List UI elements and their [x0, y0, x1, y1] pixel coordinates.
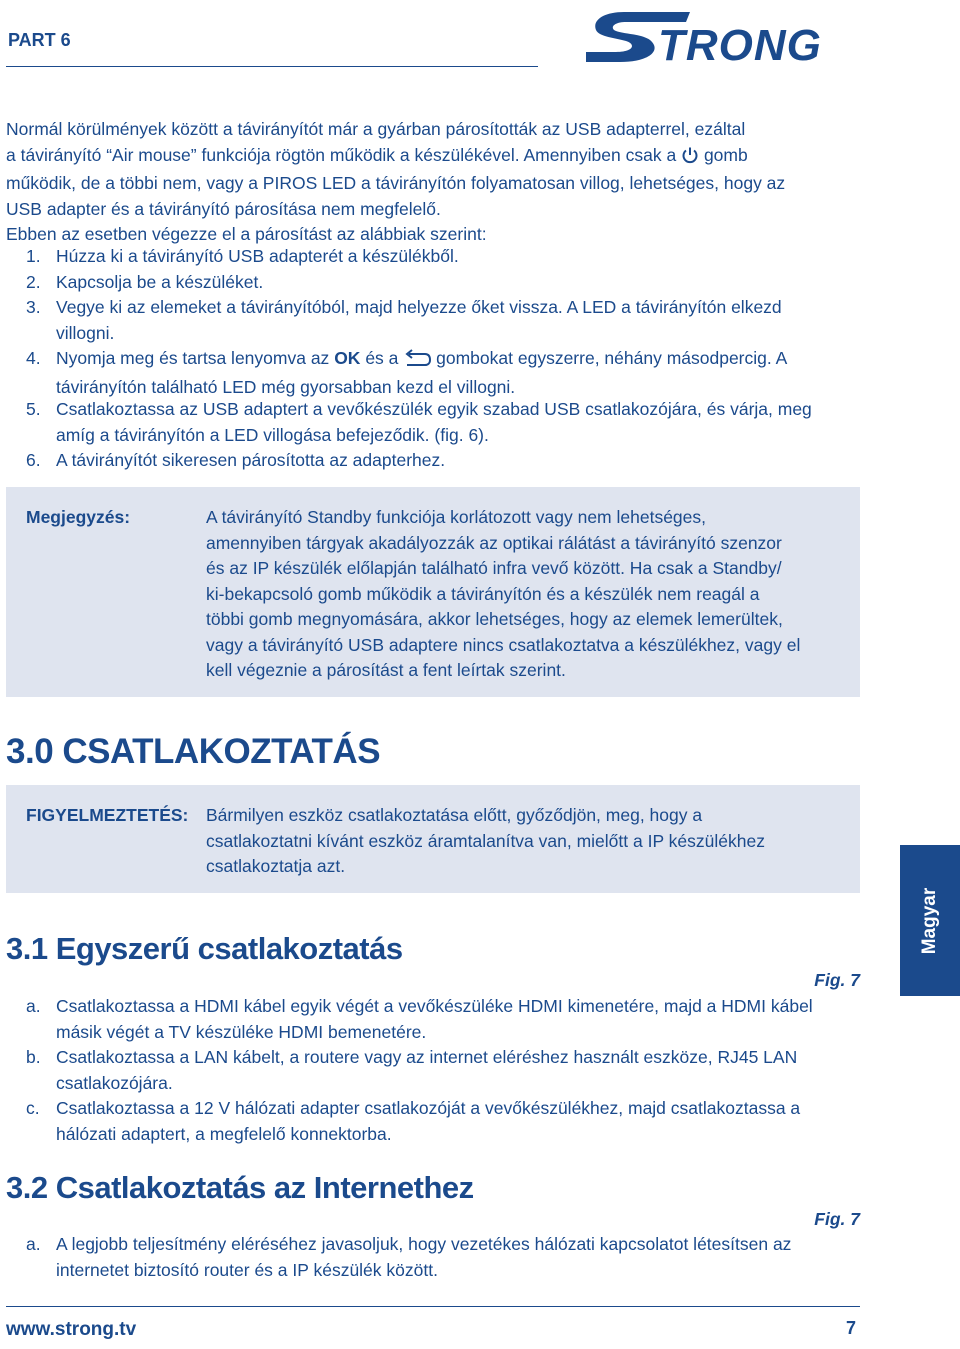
section-title: 3.0 CSATLAKOZTATÁS — [6, 732, 381, 771]
step-text: Vegye ki az elemeket a távirányítóból, majd helyezze őket vissza. A LED a távirányítón elkezd villogni. — [56, 297, 782, 343]
item-letter: c. — [26, 1098, 40, 1118]
step-number: 1. — [26, 246, 41, 266]
intro-line: Normál körülmények között a távirányítót már a gyárban párosították az USB adapterrel, ezáltal — [6, 119, 746, 139]
warning-label: FIGYELMEZTETÉS: — [26, 805, 189, 825]
steps-list — [0, 244, 870, 474]
intro-paragraph — [6, 117, 858, 248]
intro-line: USB adapter és a távirányító párosítása nem megfelelő. — [6, 198, 441, 219]
item-text: Csatlakoztassa a HDMI kábel egyik végét a vevőkészüléke HDMI kimenetére, majd a HDMI kábel másik végét a TV készüléke HDMI bemenetére. — [56, 996, 813, 1042]
step-text: Nyomja meg és tartsa lenyomva az OK és a gombokat egyszerre, néhány másodpercig. A távirányítón található LED még gyorsabban kezd el villogni. — [56, 348, 788, 397]
subsection-title: 3.2 Csatlakoztatás az Internethez — [6, 1170, 474, 1205]
item-letter: b. — [26, 1047, 41, 1067]
back-arrow-icon — [403, 349, 431, 375]
footer-divider — [6, 1306, 860, 1307]
header-divider — [6, 66, 538, 67]
note-label: Megjegyzés: — [26, 507, 131, 527]
step-number: 4. — [26, 348, 41, 368]
strong-logo — [586, 8, 860, 64]
ok-key-label: OK — [334, 348, 361, 368]
power-icon — [681, 146, 699, 172]
footer-url[interactable]: www.strong.tv — [6, 1319, 137, 1340]
connection-list — [0, 994, 870, 1154]
item-text: Csatlakoztassa a 12 V hálózati adapter csatlakozóját a vevőkészülékhez, majd csatlakoztassa a hálózati adaptert, a megfelelő konnektorba. — [56, 1098, 801, 1144]
note-text: A távirányító Standby funkciója korlátozott vagy nem lehetséges, amennyiben tárgyak akadályozzák az optikai rálátást a távirányító szenzor és az IP készülék előlapján található infra vevő között. Ha csak a Standby/ ki-bekapcsoló gomb működik a távirányítón és a készülék nem reagál a többi gomb megnyomására, akkor lehetséges, hogy az elemek lemerültek, vagy a távirányító USB adaptere nincs csatlakoztatva a készülékhez, vagy el kell végeznie a párosítást a fent leírtak szerint. — [206, 507, 801, 680]
intro-line: Ebben az esetben végezze el a párosítást az alábbiak szerint: — [6, 224, 487, 244]
intro-line: működik, de a többi nem, vagy a PIROS LED a távirányítón folyamatosan villog, lehetséges, hogy az — [6, 173, 786, 193]
intro-text: a távirányító “Air mouse” funkciója rögtön működik a készülékével. Amennyiben csak a — [6, 144, 677, 165]
item-text: A legjobb teljesítmény eléréséhez javasoljuk, hogy vezetékes hálózati kapcsolatot létesítsen az internetet biztosító router és a IP készülék között. — [56, 1234, 792, 1280]
step-text: Csatlakoztassa az USB adaptert a vevőkészülék egyik szabad USB csatlakozójára, és várja, meg amíg a távirányítón a LED villogása befejeződik. (fig. 6). — [56, 399, 812, 445]
step-number: 6. — [26, 450, 41, 470]
page-number: 7 — [846, 1318, 857, 1338]
step-text: Húzza ki a távirányító USB adapterét a készülékből. — [56, 246, 459, 266]
internet-list — [0, 1232, 870, 1292]
item-letter: a. — [26, 996, 41, 1016]
item-letter: a. — [26, 1234, 41, 1254]
warning-text: Bármilyen eszköz csatlakoztatása előtt, győződjön, meg, hogy a csatlakoztatni kívánt eszköz áramtalanítva van, mielőtt a IP készülékhez csatlakoztatja azt. — [206, 805, 765, 876]
language-tab — [900, 845, 960, 996]
warning-box — [6, 785, 860, 893]
subsection-title: 3.1 Egyszerű csatlakoztatás — [6, 931, 403, 966]
figure-reference: Fig. 7 — [814, 1209, 860, 1229]
note-box — [6, 487, 860, 697]
language-tab-label: Magyar — [919, 887, 940, 954]
intro-text: gomb — [703, 144, 748, 165]
step-number: 5. — [26, 399, 41, 419]
svg-text:TRONG: TRONG — [658, 21, 822, 64]
step-text: A távirányítót sikeresen párosította az adapterhez. — [56, 450, 446, 470]
part-label: PART 6 — [8, 30, 71, 50]
figure-reference: Fig. 7 — [814, 970, 860, 990]
step-text: Kapcsolja be a készüléket. — [56, 271, 264, 292]
item-text: Csatlakoztassa a LAN kábelt, a routere vagy az internet eléréshez használt eszköze, RJ45 LAN csatlakozójára. — [56, 1047, 798, 1093]
intro-line — [6, 143, 858, 172]
step-number: 2. — [26, 271, 41, 292]
step-number: 3. — [26, 297, 41, 317]
